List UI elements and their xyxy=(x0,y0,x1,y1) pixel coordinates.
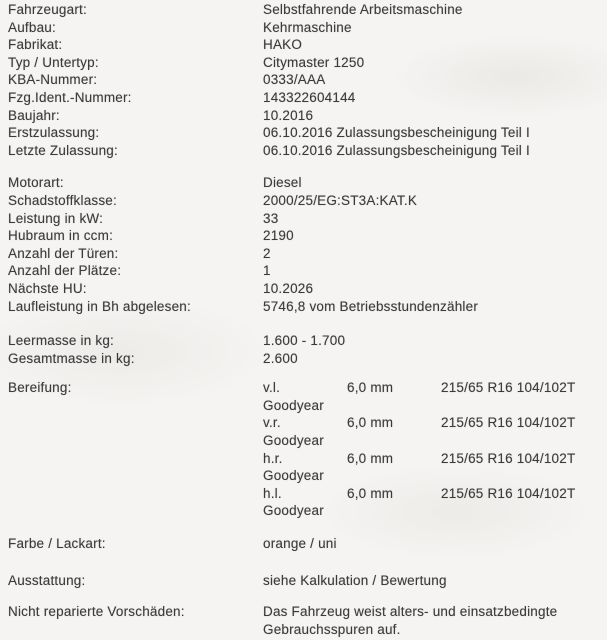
spec-value: 33 xyxy=(263,210,279,226)
spec-value: 1 xyxy=(263,263,271,279)
tire-spec-line xyxy=(263,379,607,397)
spec-row-leistung xyxy=(0,210,607,228)
tire-position: v.l. xyxy=(263,380,281,396)
spec-label: KBA-Nummer: xyxy=(8,72,98,88)
tire-tread-depth: 6,0 mm xyxy=(347,450,394,466)
spec-label: Erstzulassung: xyxy=(8,125,100,141)
spec-row-hubraum xyxy=(0,227,607,245)
tire-position: h.l. xyxy=(263,485,282,501)
spec-value: HAKO xyxy=(263,37,303,53)
spec-value: 2 xyxy=(263,245,271,261)
spec-label: Letzte Zulassung: xyxy=(8,142,118,158)
engine-section xyxy=(0,174,607,315)
tire-entry-front-left xyxy=(0,379,607,414)
spec-row-naechste-hu xyxy=(0,280,607,298)
spec-value: siehe Kalkulation / Bewertung xyxy=(263,572,447,588)
tire-position: h.r. xyxy=(263,450,283,466)
tire-tread-depth: 6,0 mm xyxy=(347,485,394,501)
spec-row-aufbau xyxy=(0,19,607,37)
spec-value: 2.600 xyxy=(263,350,298,366)
tire-brand: Goodyear xyxy=(263,468,324,484)
tire-tread-depth: 6,0 mm xyxy=(347,415,394,431)
spec-value: 06.10.2016 Zulassungsbescheinigung Teil I xyxy=(263,142,530,158)
spec-value: 1.600 - 1.700 xyxy=(263,333,346,349)
spec-row-ausstattung xyxy=(0,572,607,590)
spec-label: Gesamtmasse in kg: xyxy=(8,350,135,366)
paint-section xyxy=(0,535,607,553)
spec-row-erstzulassung xyxy=(0,124,607,142)
spec-value: 10.2026 xyxy=(263,280,314,296)
spec-value: Selbstfahrende Arbeitsmaschine xyxy=(263,2,463,17)
spec-row-farbe xyxy=(0,535,607,553)
spec-label: Fahrzeugart: xyxy=(8,2,87,17)
spec-value: Kehrmaschine xyxy=(263,19,352,35)
tire-spec-line xyxy=(263,414,607,432)
spec-label: Laufleistung in Bh abgelesen: xyxy=(8,298,191,314)
spec-row-tueren xyxy=(0,245,607,263)
spec-label: Typ / Untertyp: xyxy=(8,54,99,70)
spec-label: Baujahr: xyxy=(8,107,60,123)
spec-value: 0333/AAA xyxy=(263,72,326,88)
spec-value: 10.2016 xyxy=(263,107,314,123)
tire-entry-rear-right xyxy=(0,450,607,485)
tire-tread-depth: 6,0 mm xyxy=(347,380,394,396)
spec-label: Fabrikat: xyxy=(8,37,63,53)
spec-value: Diesel xyxy=(263,175,302,191)
spec-row-plaetze xyxy=(0,262,607,280)
tire-size: 215/65 R16 104/102T xyxy=(441,485,576,501)
spec-label: Anzahl der Plätze: xyxy=(8,263,122,279)
spec-row-gesamtmasse xyxy=(0,350,607,368)
spec-label: Nicht reparierte Vorschäden: xyxy=(8,604,185,620)
spec-row-schadstoffklasse xyxy=(0,192,607,210)
tire-spec-line xyxy=(263,450,607,468)
spec-label: Motorart: xyxy=(8,175,64,191)
damage-section xyxy=(0,603,607,638)
spec-row-leermasse xyxy=(0,332,607,350)
spec-label: Schadstoffklasse: xyxy=(8,192,117,208)
spec-value: 2190 xyxy=(263,228,294,244)
tire-brand: Goodyear xyxy=(263,397,324,413)
spec-row-fahrzeugart xyxy=(0,1,607,19)
spec-value: orange / uni xyxy=(263,536,337,552)
spec-value: 5746,8 vom Betriebsstundenzähler xyxy=(263,298,479,314)
spec-value: 06.10.2016 Zulassungsbescheinigung Teil I xyxy=(263,125,530,141)
spec-row-laufleistung xyxy=(0,298,607,316)
spec-row-vorschaeden xyxy=(0,603,607,638)
tire-entry-rear-left xyxy=(0,485,607,520)
spec-label: Nächste HU: xyxy=(8,280,87,296)
masses-section xyxy=(0,332,607,367)
spec-row-letzte-zulassung xyxy=(0,142,607,160)
equipment-section xyxy=(0,572,607,590)
spec-value: 143322604144 xyxy=(263,89,356,105)
spec-value: Das Fahrzeug weist alters- und einsatzbedingte Gebrauchsspuren auf. xyxy=(263,604,558,637)
spec-label: Hubraum in ccm: xyxy=(8,228,114,244)
tire-size: 215/65 R16 104/102T xyxy=(441,380,576,396)
tire-spec-line xyxy=(263,485,607,503)
tire-size: 215/65 R16 104/102T xyxy=(441,450,576,466)
tire-entry-front-right xyxy=(0,414,607,449)
spec-row-kba-nummer xyxy=(0,71,607,89)
spec-label: Anzahl der Türen: xyxy=(8,245,119,261)
tire-brand: Goodyear xyxy=(263,433,324,449)
identification-section xyxy=(0,1,607,159)
spec-value: 2000/25/EG:ST3A:KAT.K xyxy=(263,192,418,208)
tire-position: v.r. xyxy=(263,415,281,431)
spec-row-fin xyxy=(0,89,607,107)
spec-label: Fzg.Ident.-Nummer: xyxy=(8,89,132,105)
spec-row-typ xyxy=(0,54,607,72)
spec-row-motorart xyxy=(0,174,607,192)
spec-row-baujahr xyxy=(0,107,607,125)
spec-value: Citymaster 1250 xyxy=(263,54,365,70)
spec-label: Bereifung: xyxy=(8,380,72,396)
spec-label: Aufbau: xyxy=(8,19,56,35)
spec-row-fabrikat xyxy=(0,36,607,54)
spec-label: Leistung in kW: xyxy=(8,210,104,226)
spec-label: Ausstattung: xyxy=(8,572,86,588)
spec-label: Leermasse in kg: xyxy=(8,333,114,349)
tire-size: 215/65 R16 104/102T xyxy=(441,415,576,431)
spec-label: Farbe / Lackart: xyxy=(8,536,106,552)
tire-brand: Goodyear xyxy=(263,503,324,519)
tires-section xyxy=(0,379,607,520)
